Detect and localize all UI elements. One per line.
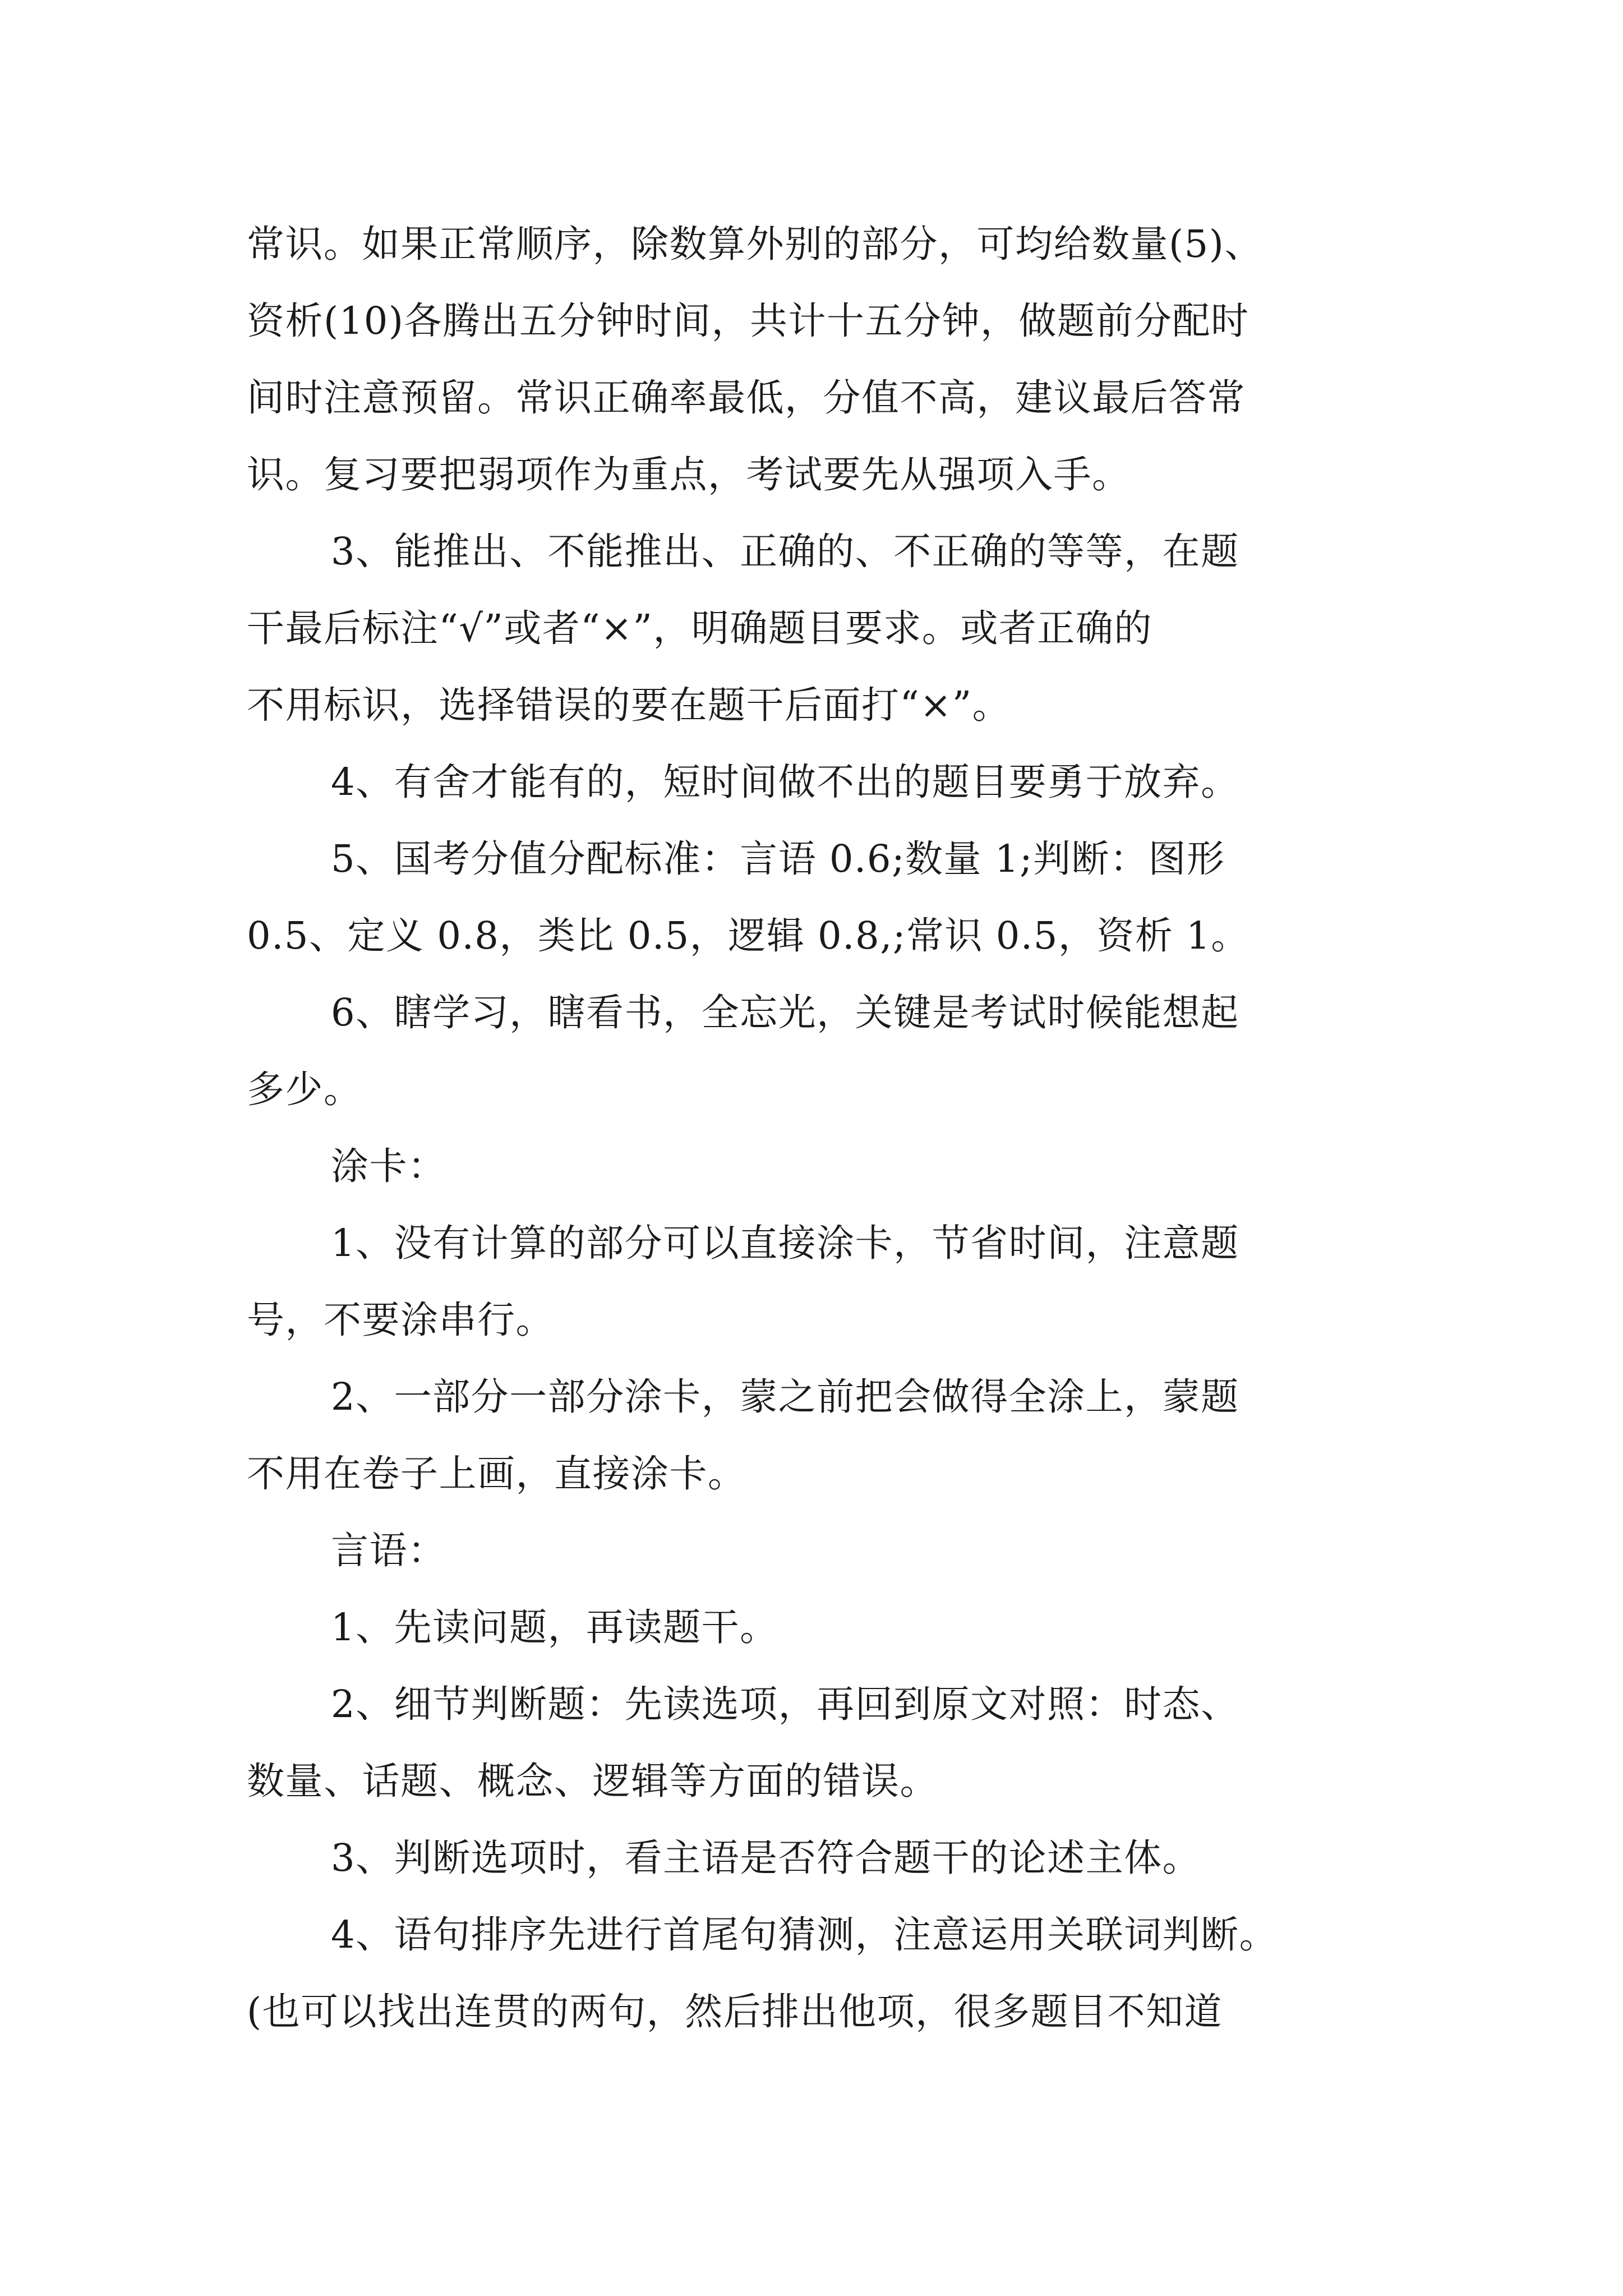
text-line: 间时注意预留。常识正确率最低，分值不高，建议最后答常 <box>247 376 1246 420</box>
text-line: 0.5、定义 0.8，类比 0.5，逻辑 0.8,;常识 0.5，资析 1。 <box>247 914 1249 958</box>
section-heading: 涂卡： <box>331 1144 446 1188</box>
text-line: 数量、话题、概念、逻辑等方面的错误。 <box>247 1759 938 1803</box>
text-line: 4、有舍才能有的，短时间做不出的题目要勇于放弃。 <box>331 760 1239 804</box>
text-line: 6、瞎学习，瞎看书，全忘光，关键是考试时候能想起 <box>331 991 1239 1034</box>
text-line: 不用在卷子上画，直接涂卡。 <box>247 1452 746 1496</box>
text-line: 不用标识，选择错误的要在题干后面打“×”。 <box>247 683 1011 727</box>
text-line: 1、先读问题，再读题干。 <box>331 1605 778 1649</box>
text-line: 3、判断选项时，看主语是否符合题干的论述主体。 <box>331 1836 1201 1880</box>
text-line: 2、细节判断题：先读选项，再回到原文对照：时态、 <box>331 1682 1239 1726</box>
text-line: 常识。如果正常顺序，除数算外别的部分，可均给数量(5)、 <box>247 222 1263 266</box>
text-line: (也可以找出连贯的两句，然后排出他项，很多题目不知道 <box>247 1990 1223 2033</box>
text-line: 资析(10)各腾出五分钟时间，共计十五分钟，做题前分配时 <box>247 299 1249 343</box>
text-line: 3、能推出、不能推出、正确的、不正确的等等，在题 <box>331 530 1239 573</box>
text-line: 4、语句排序先进行首尾句猜测，注意运用关联词判断。 <box>331 1913 1278 1957</box>
text-line: 号，不要涂串行。 <box>247 1298 554 1342</box>
section-heading: 言语： <box>331 1529 446 1572</box>
text-line: 识。复习要把弱项作为重点，考试要先从强项入手。 <box>247 453 1131 496</box>
text-line: 1、没有计算的部分可以直接涂卡，节省时间，注意题 <box>331 1221 1239 1265</box>
text-line: 干最后标注“√”或者“×”，明确题目要求。或者正确的 <box>247 606 1152 650</box>
text-line: 5、国考分值分配标准：言语 0.6;数量 1;判断：图形 <box>331 837 1225 881</box>
text-line: 2、一部分一部分涂卡，蒙之前把会做得全涂上，蒙题 <box>331 1375 1239 1419</box>
text-line: 多少。 <box>247 1068 362 1111</box>
